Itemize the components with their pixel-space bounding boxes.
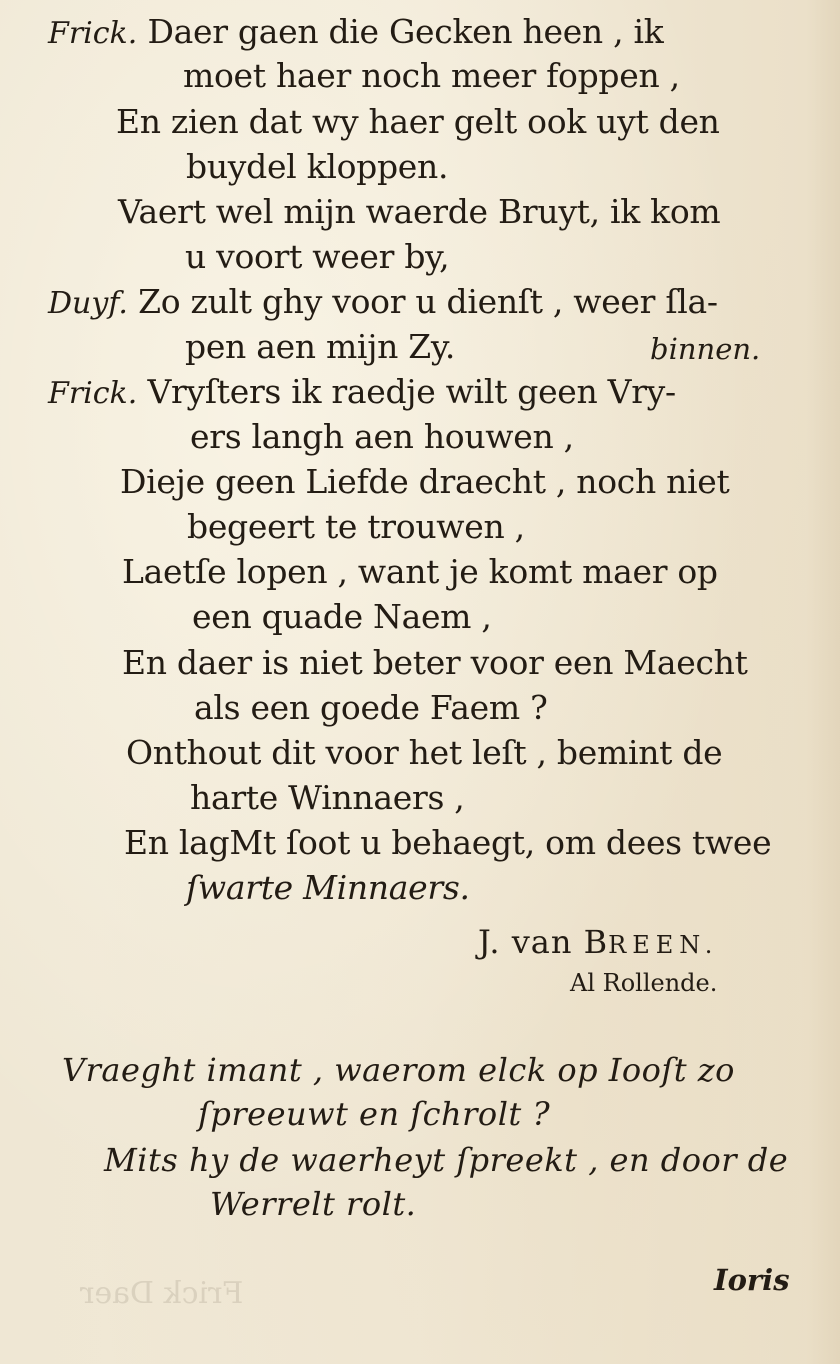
verse-text: Laetſe lopen , want je komt maer op bbox=[122, 552, 718, 591]
epigram-line-3: Mits hy de waerheyt ſpreekt , en door de bbox=[104, 1141, 789, 1179]
epigram-line-2: ſpreeuwt en ſchrolt ? bbox=[198, 1095, 551, 1133]
verse-text: u voort weer by, bbox=[185, 237, 450, 276]
verse-line-2 bbox=[183, 56, 680, 96]
verse-line-8 bbox=[185, 327, 455, 367]
verse-text: een quade Naem , bbox=[192, 597, 492, 636]
verse-text: harte Winnaers , bbox=[190, 778, 465, 817]
epigram-line-1: Vraeght imant , waerom elck op Iooſt zo bbox=[62, 1051, 735, 1089]
stage-direction: binnen. bbox=[650, 332, 761, 366]
verse-line-18 bbox=[190, 778, 464, 818]
verse-line-1 bbox=[48, 12, 663, 54]
author-initial: J. bbox=[478, 923, 501, 961]
speaker-name: Frick. bbox=[48, 16, 138, 51]
epigram-line-4: Werrelt rolt. bbox=[210, 1185, 417, 1223]
verse-line-4 bbox=[186, 147, 448, 187]
author-motto: Al Rollende. bbox=[570, 969, 718, 997]
show-through-text: Frick Daer bbox=[80, 1276, 244, 1311]
verse-line-13 bbox=[122, 552, 718, 592]
verse-text: Vryſters ik raedje wilt geen Vry- bbox=[147, 372, 676, 411]
catchword: Ioris bbox=[714, 1263, 790, 1297]
verse-line-9 bbox=[48, 372, 676, 414]
verse-text: Zo zult ghy voor u dienſt , weer ſla- bbox=[138, 282, 718, 321]
verse-line-16 bbox=[194, 688, 547, 728]
verse-text: Vaert wel mijn waerde Bruyt, ik kom bbox=[118, 192, 721, 231]
verse-line-5 bbox=[118, 192, 720, 232]
verse-text: pen aen mijn Zy. bbox=[185, 327, 456, 366]
verse-text: Dieje geen Liefde draecht , noch niet bbox=[120, 462, 730, 501]
verse-text: En daer is niet beter voor een Maecht bbox=[122, 643, 748, 682]
verse-text: Onthout dit voor het leſt , bemint de bbox=[126, 733, 723, 772]
author-surname-rest: REEN. bbox=[608, 931, 719, 959]
author-signature bbox=[478, 922, 718, 965]
speaker-name: Frick. bbox=[48, 376, 138, 411]
verse-text: En lagMt ſoot u behaegt, om dees twee bbox=[124, 823, 772, 862]
verse-line-10 bbox=[190, 417, 574, 457]
verse-text: moet haer noch meer foppen , bbox=[183, 56, 680, 95]
verse-text: ſwarte Minnaers. bbox=[186, 868, 470, 907]
verse-text: als een goede Faem ? bbox=[194, 688, 548, 727]
verse-line-6 bbox=[185, 237, 449, 277]
verse-text: buydel kloppen. bbox=[186, 147, 449, 186]
verse-line-19 bbox=[124, 823, 771, 863]
verse-line-20 bbox=[186, 868, 470, 908]
verse-line-7 bbox=[48, 282, 718, 324]
verse-text: begeert te trouwen , bbox=[187, 507, 525, 546]
verse-line-14 bbox=[192, 597, 492, 637]
verse-line-11 bbox=[120, 462, 730, 502]
verse-text: En zien dat wy haer gelt ook uyt den bbox=[116, 102, 720, 141]
verse-line-3 bbox=[116, 102, 720, 142]
speaker-name: Duyf. bbox=[48, 286, 128, 321]
verse-line-15 bbox=[122, 643, 748, 683]
author-particle: van bbox=[511, 923, 573, 961]
verse-text: Daer gaen die Gecken heen , ik bbox=[147, 12, 664, 51]
verse-line-17 bbox=[126, 733, 722, 773]
verse-text: ers langh aen houwen , bbox=[190, 417, 574, 456]
verse-line-12 bbox=[187, 507, 525, 547]
author-surname-initial: B bbox=[583, 923, 609, 961]
